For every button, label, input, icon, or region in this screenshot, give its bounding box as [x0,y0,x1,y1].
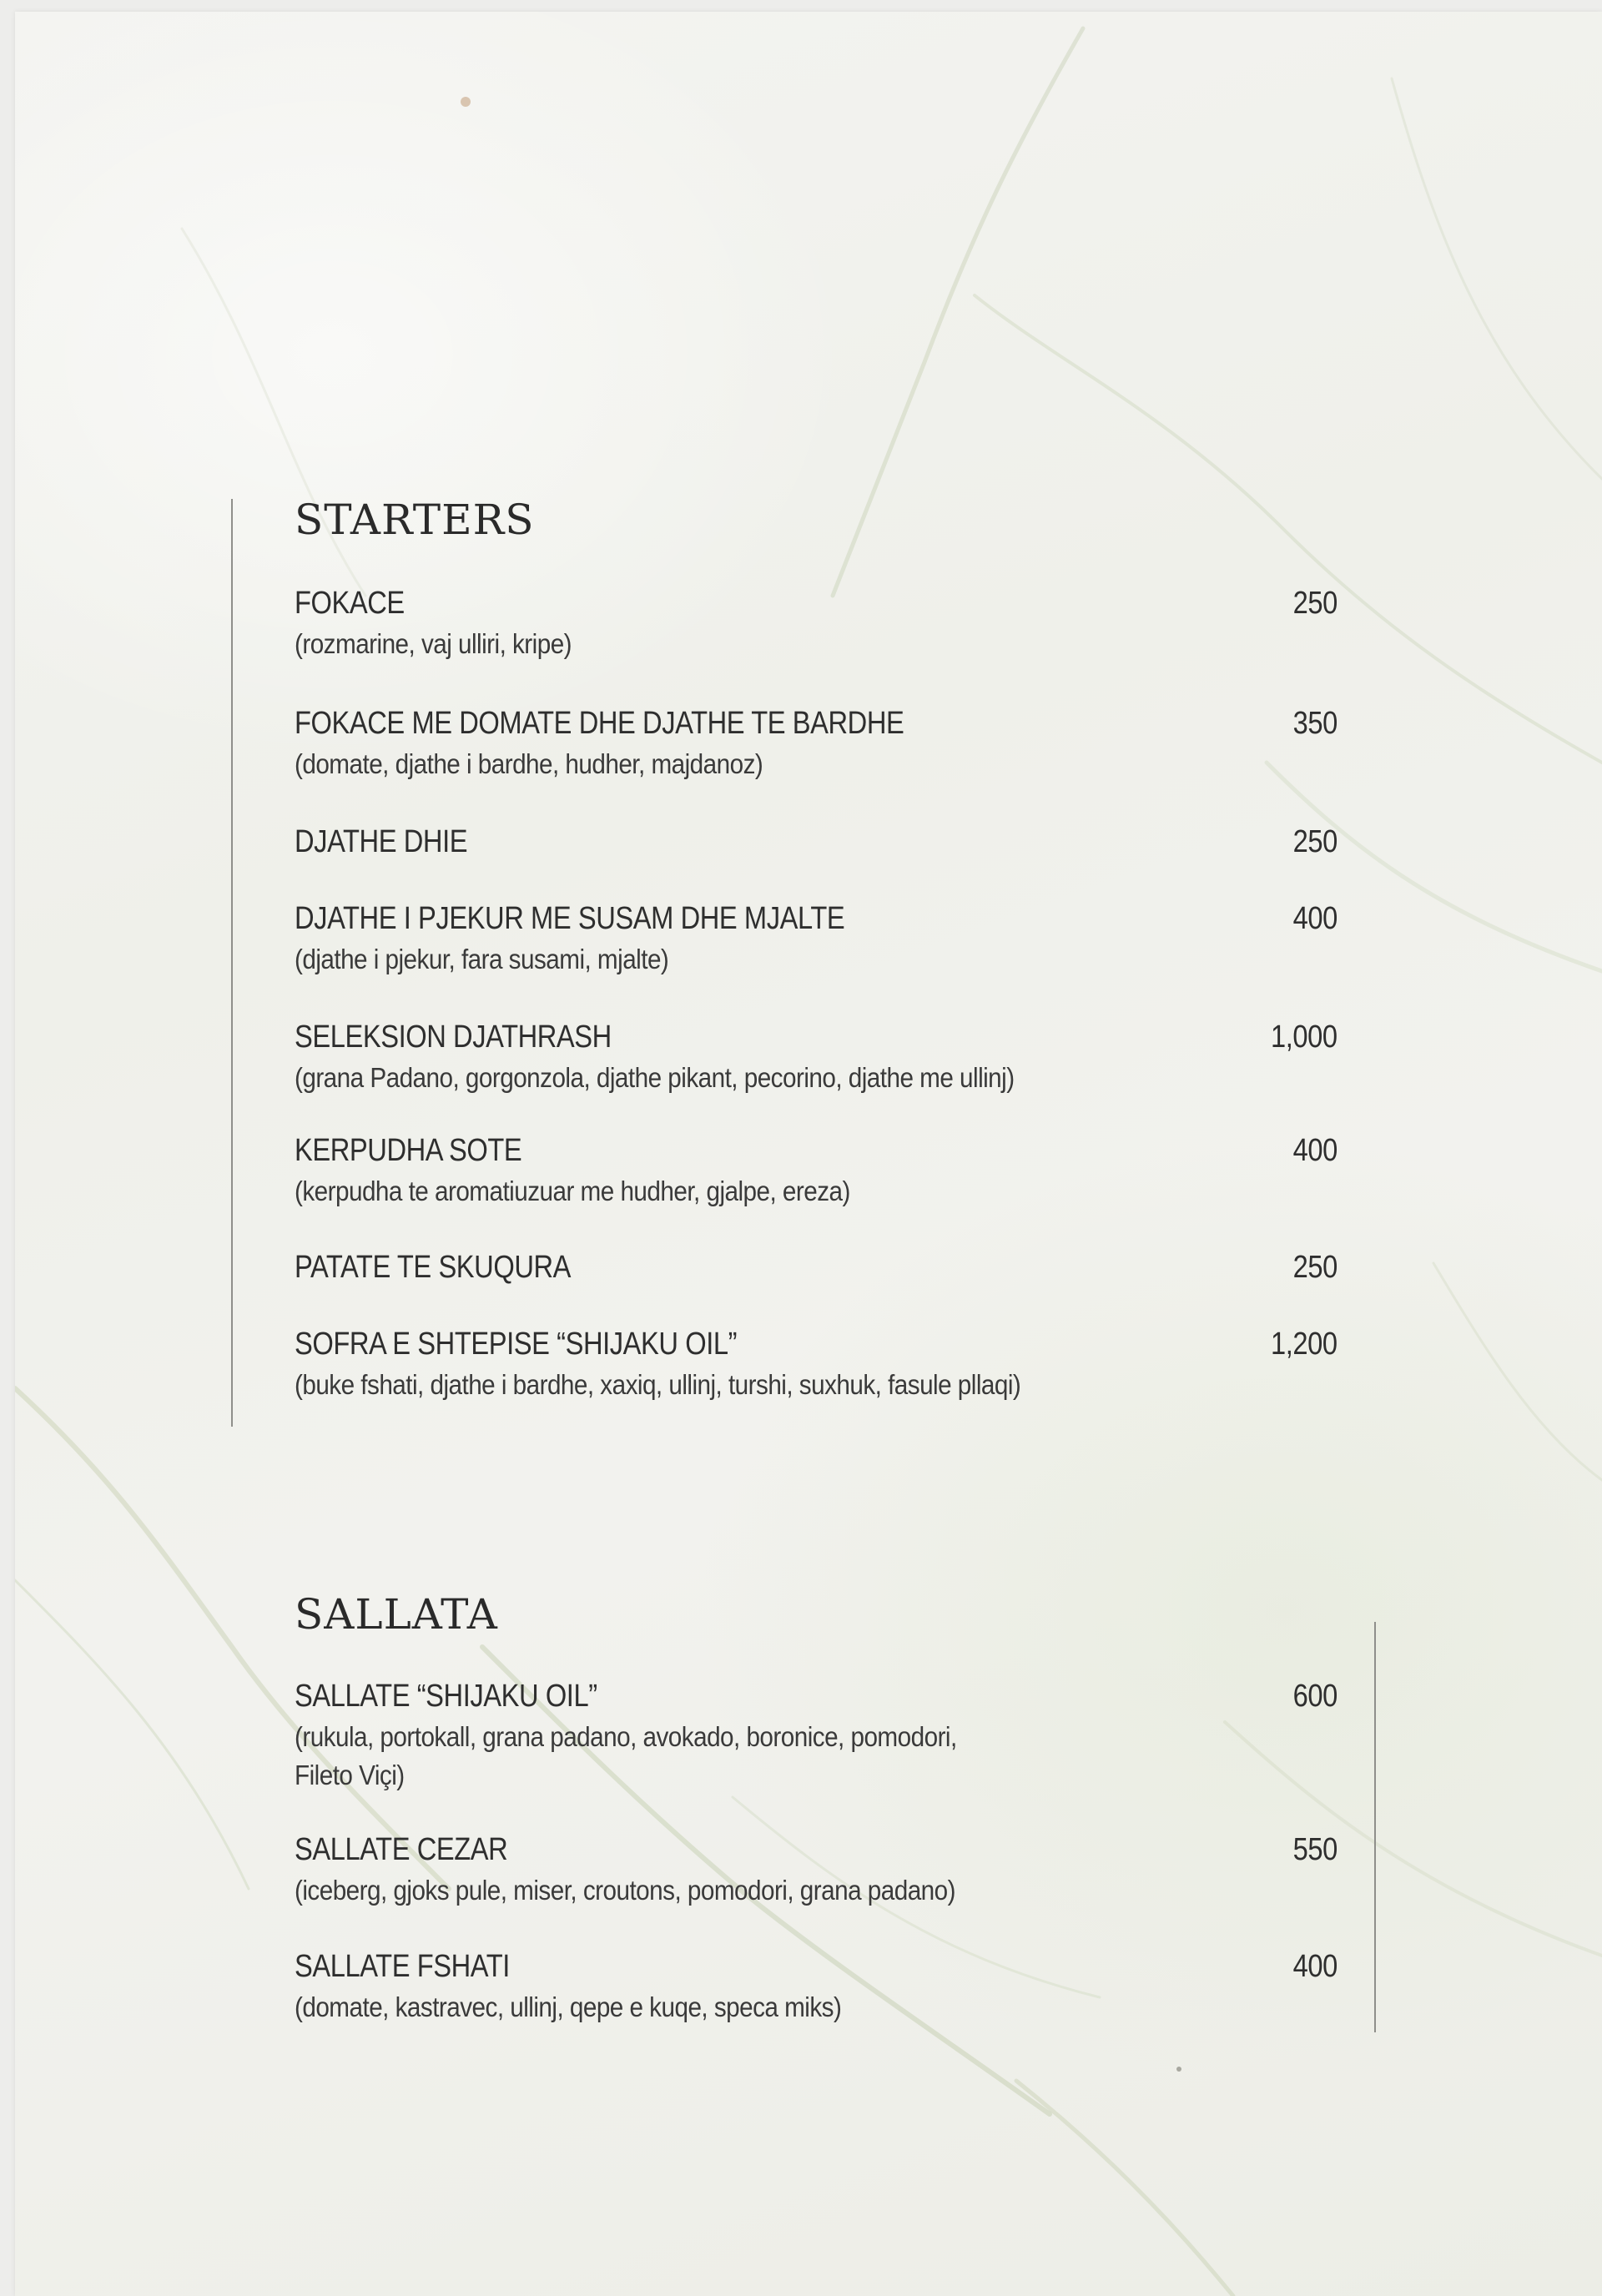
item-price: 350 [1292,706,1338,741]
item-description: (rukula, portokall, grana padano, avokado, boronice, pomodori, Fileto Viçi) [295,1721,957,1790]
starters-divider-line [231,499,233,1427]
item-price: 400 [1292,1949,1338,1984]
item-price: 600 [1292,1679,1338,1714]
item-name: KERPUDHA SOTE [295,1133,522,1168]
sallata-divider-line [1374,1622,1376,2032]
menu-item-sofra-e-shtepise [295,1327,1338,1404]
item-description: (kerpudha te aromatiuzuar me hudher, gjalpe, ereza) [295,1176,850,1206]
item-price: 250 [1292,1250,1338,1285]
menu-item-djathe-i-pjekur [295,901,1338,979]
menu-item-fokace-me-domate [295,706,1338,783]
item-price: 400 [1292,901,1338,936]
item-name: FOKACE [295,586,405,621]
menu-item-djathe-dhie [295,824,1338,860]
item-name: SALLATE FSHATI [295,1949,510,1984]
menu-item-fokace [295,586,1338,663]
item-price: 1,000 [1271,1020,1338,1055]
menu-item-sallate-fshati [295,1949,1338,2027]
item-name: SALLATE CEZAR [295,1832,508,1867]
menu-item-seleksion-djathrash [295,1020,1338,1097]
item-name: DJATHE DHIE [295,824,468,859]
item-price: 250 [1292,824,1338,859]
item-description: (domate, djathe i bardhe, hudher, majdanoz) [295,748,763,779]
item-description: (grana Padano, gorgonzola, djathe pikant, pecorino, djathe me ullinj) [295,1062,1015,1093]
item-price: 400 [1292,1133,1338,1168]
item-description: (iceberg, gjoks pule, miser, croutons, pomodori, grana padano) [295,1875,955,1906]
item-name: PATATE TE SKUQURA [295,1250,572,1285]
item-description: (rozmarine, vaj ulliri, kripe) [295,628,572,659]
item-name: FOKACE ME DOMATE DHE DJATHE TE BARDHE [295,706,904,741]
item-name: SALLATE “SHIJAKU OIL” [295,1679,597,1714]
item-price: 1,200 [1271,1327,1338,1362]
menu-item-sallate-cezar [295,1832,1338,1910]
menu-item-patate-te-skuqura [295,1250,1338,1286]
section-title-sallata: SALLATA [295,1590,498,1639]
item-description: (domate, kastravec, ullinj, qepe e kuqe, speca miks) [295,1991,842,2022]
section-title-starters: STARTERS [295,496,535,544]
menu-item-sallate-shijaku-oil [295,1679,1338,1795]
item-name: SELEKSION DJATHRASH [295,1020,612,1055]
item-description: (djathe i pjekur, fara susami, mjalte) [295,944,669,974]
menu-page [15,12,1602,2296]
item-price: 550 [1292,1832,1338,1867]
item-price: 250 [1292,586,1338,621]
item-description: (buke fshati, djathe i bardhe, xaxiq, ullinj, turshi, suxhuk, fasule pllaqi) [295,1369,1021,1400]
item-name: SOFRA E SHTEPISE “SHIJAKU OIL” [295,1327,738,1362]
item-name: DJATHE I PJEKUR ME SUSAM DHE MJALTE [295,901,845,936]
menu-item-kerpudha-sote [295,1133,1338,1211]
